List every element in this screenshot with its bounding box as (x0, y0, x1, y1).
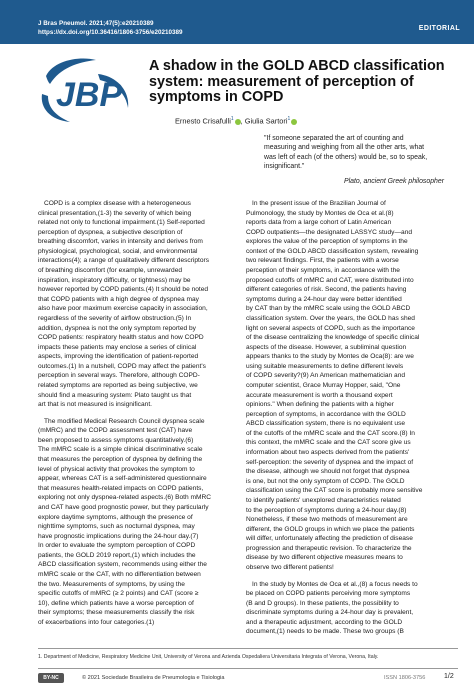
journal-header-bar (0, 0, 474, 44)
copyright-notice: © 2021 Sociedade Brasileira de Pneumologia e Tisiologia (82, 675, 225, 681)
body-text-line: their symptoms; these measurements classify the risk (38, 609, 195, 617)
body-text-line: the disease, although we should not forget that dyspnea (246, 468, 410, 476)
body-text-line: outcomes.(1) In a nutshell, COPD may affect the patient's (38, 362, 206, 370)
body-text-line: to the perception of symptoms during a 24-hour day.(8) (246, 506, 407, 514)
body-text-line: context of the GOLD ABCD classification system, revealing (246, 247, 419, 255)
author-separator: , (240, 116, 245, 126)
body-text-line: computer scientist, Grace Murray Hopper, said, "One (246, 381, 401, 389)
quote-attribution: Plato, ancient Greek philosopher (344, 178, 444, 185)
article-title (149, 59, 449, 106)
body-text-line: ABCD classification system, recommends using either the (38, 561, 207, 569)
body-text-line: level of physical activity that provokes the symptom to (38, 465, 195, 473)
body-text-line: breathing discomfort, varies in intensity and derives from (38, 238, 203, 246)
body-text-line: the two. Measurements of symptoms, by using the (38, 580, 185, 588)
body-text-line: regardless of the severity of airflow obstruction.(5) In (38, 314, 192, 322)
body-text-line: proposed cutoffs of mMRC and CAT, were distributed into (246, 276, 414, 284)
body-text-line: interactions(4); a range of qualitatively different descriptors (38, 257, 210, 265)
author-list (175, 116, 297, 125)
body-text-line: using suitable measurements to define different levels (246, 362, 404, 370)
quote-line: insignificant." (264, 162, 305, 170)
body-text-line: light on several aspects of COPD, such as the importance (246, 324, 415, 332)
body-text-line: The mMRC scale is a simple clinical discriminative scale (38, 446, 203, 454)
body-text-line: document,(1) needs to be made. These two groups (B (246, 628, 404, 636)
body-text-line: this context, the mMRC scale and the CAT score give us (246, 439, 411, 447)
affiliation-marker: 1 (287, 116, 291, 122)
body-text-line: specific cutoffs of mMRC (≥ 2 points) and CAT (score ≥ (38, 590, 199, 598)
body-text-line: progression and therapeutic revision. To characterize the (246, 544, 412, 552)
body-text-line: impacts these patients may enclose a series of clinical (38, 343, 197, 351)
doi-link[interactable]: https://dx.doi.org/10.36416/1806-3756/e20210389 (38, 28, 183, 36)
body-text-line: of exacerbations into four categories.(1) (38, 618, 155, 626)
body-text-line: clinical presentation,(1-3) the severity of which being (38, 209, 192, 217)
body-text-line: (B and D groups). In these patients, the possibility to (246, 599, 399, 607)
body-text-line: self-perception: the severity of dyspnea and the impact of (246, 458, 414, 466)
body-text-line: that measures health-related impacts on COPD patients, (38, 484, 204, 492)
orcid-icon[interactable] (291, 119, 297, 125)
logo-wordmark: JBP (56, 76, 123, 114)
body-text-line: exploring not only dyspnea-related aspects.(6) Both mMRC (38, 494, 211, 502)
body-text-line: to identify patients' unexplored characteristics related (246, 496, 401, 504)
body-text-line: been proposed to assess symptoms quantitatively.(6) (38, 436, 194, 444)
body-text-line: that measures the perception of dyspnea by defining the (38, 456, 203, 464)
body-text-line: of breathing discomfort (for example, unrewarded (38, 267, 183, 275)
body-text-line: should find a measuring system: Plato taught us that (38, 391, 192, 399)
author-name[interactable]: Giulia Sartori (244, 116, 288, 126)
body-text-line: have prognostic implications during the 24-hour day.(7) (38, 532, 199, 540)
body-text-line: In order to evaluate the symptom perception of COPD (38, 542, 196, 550)
body-text-line: different, the GOLD groups in which we place the patients (246, 525, 415, 533)
body-text-line: and a therapeutic adjustment, according to the GOLD (246, 618, 403, 626)
body-text-line: also have poor maximum exercise capacity in association, (38, 305, 208, 313)
body-text-line: that COPD patients with a high degree of dyspnea may (38, 295, 199, 303)
body-text-line: appears thanks to the study by Montes de Oca(8): are we (246, 353, 414, 361)
body-text-line: physiological, psychological, social, and environmental (38, 247, 198, 255)
body-text-line: will differ, unfortunately affecting the prediction of disease (246, 535, 413, 543)
body-text-line: patients, the GOLD 2019 report,(1) which includes the (38, 551, 196, 559)
citation (38, 20, 183, 37)
body-text-line: is one, but not the only symptom of COPD. The GOLD (246, 477, 405, 485)
body-text-line: opinions." When defining the patients with a higher (246, 401, 394, 409)
page-number: 1/2 (444, 673, 454, 680)
jbp-lungs-logo-icon (36, 54, 136, 126)
issn-label: ISSN 1806-3756 (384, 675, 426, 681)
body-text-line: In the present issue of the Brazilian Journal of (252, 200, 386, 207)
title-line: system: measurement of perception of (149, 73, 414, 90)
body-text-line: observe two different patients! (246, 563, 334, 571)
body-text-line: perception of dyspnea, a subjective description of (38, 228, 183, 236)
body-text-line: explores the value of the perception of symptoms in the (246, 238, 408, 246)
paragraph-gap (38, 410, 238, 417)
body-text-line: related not only to functional impairment.(1) Self-reported (38, 219, 205, 227)
body-text-line: information about two aspects derived from the patients' (246, 449, 410, 457)
body-text-line: COPD is a complex disease with a heterogeneous (44, 200, 191, 207)
body-text-line: appear, whereas CAT is a self-administered questionnaire (38, 475, 207, 483)
quote-line: measuring and weighing from all the other arts, what (264, 144, 425, 152)
body-text-line: aspects, improving the identification of patient-reported (38, 353, 199, 361)
body-column-left (38, 199, 238, 627)
cc-license-badge[interactable]: BY-NC (38, 673, 64, 683)
body-text-line: and CAT have good prognostic power, but they particularly (38, 503, 209, 511)
body-text-line: reports data from a large cohort of Latin American (246, 219, 392, 227)
body-text-line: disease by two different objective measures means to (246, 554, 403, 562)
body-text-line: of the cutoffs of the mMRC scale and the CAT score.(8) In (246, 429, 415, 437)
divider (38, 648, 458, 649)
body-text-line: In the study by Montes de Oca et al.,(8) a focus needs to (252, 580, 418, 588)
body-text-line: discriminate symptoms during a 24-hour day is prevalent, (246, 609, 414, 617)
body-text-line: symptoms during a 24-hour day were better identified (246, 295, 402, 303)
affiliation-marker: 1 (230, 116, 234, 122)
body-text-line: however reported by COPD patients.(4) It should be noted (38, 286, 209, 294)
title-line: A shadow in the GOLD ABCD classification (149, 58, 445, 74)
body-text-line: of COPD severity?(9) An American mathematician and (246, 372, 406, 380)
body-text-line: COPD patients: respiratory health status and how COPD (38, 334, 204, 342)
body-text-line: Nonetheless, if these two methods of measurement are (246, 516, 408, 524)
body-text-line: aspects of the disease. However, a subliminal question (246, 343, 407, 351)
body-text-line: by CAT than by the mMRC scale using the GOLD ABCD (246, 305, 411, 313)
quote-line: was left of each (of the others) would be, so to speak, (264, 153, 428, 161)
body-text-line: of the disease centralizing the knowledge of specific clinical (246, 334, 420, 342)
divider (38, 668, 458, 669)
body-text-line: classification system. Over the years, the GOLD has shed (246, 314, 415, 322)
body-text-line: The modified Medical Research Council dyspnea scale (44, 417, 205, 425)
body-text-line: 10), define which patients have a worse perception of (38, 599, 194, 607)
body-text-line: different categories of risk. Second, the patients having (246, 286, 407, 294)
body-text-line: two relevant findings. First, the patients with a worse (246, 257, 399, 265)
quote-line: "If someone separated the art of counting and (264, 135, 404, 142)
body-text-line: perception in several ways. Therefore, although COPD- (38, 372, 200, 380)
body-text-line: inspiration, inspiratory difficulty, or tightness) may be (38, 276, 191, 284)
author-name[interactable]: Ernesto Crisafulli (175, 116, 231, 126)
body-text-line: mMRC scale or the CAT, with no differentiation between (38, 570, 201, 578)
body-text-line: classification using the CAT score is probably more sensitive (246, 487, 423, 495)
affiliation-footnote: 1. Department of Medicine, Respiratory Medicine Unit, University of Verona and Azienda Ospedaliera Universitaria Integrata of Verona, Verona, Italy. (38, 654, 379, 660)
body-text-line: COPD outpatients—the designated LASSYC study—and (246, 228, 413, 236)
body-text-line: explore daytime symptoms, although the presence of (38, 513, 193, 521)
body-text-line: related symptoms are reported as being subjective, we (38, 381, 198, 389)
body-text-line: be placed on COPD patients perceiving more symptoms (246, 590, 411, 598)
body-text-line: perception of their symptoms, in accordance with the (246, 267, 400, 275)
section-label: EDITORIAL (418, 25, 460, 32)
body-text-line: accurate measurement is worth a thousand expert (246, 391, 393, 399)
body-column-right (246, 199, 446, 637)
body-text-line: ABCD classification system, there is no equivalent use (246, 420, 406, 428)
body-text-line: art that is not measured is insignificant. (38, 401, 152, 409)
body-text-line: addition, dyspnea is not the only symptom reported by (38, 324, 196, 332)
body-text-line: (mMRC) and the COPD assessment test (CAT) have (38, 427, 193, 435)
journal-reference: J Bras Pneumol. 2021;47(5):e20210389 (38, 20, 154, 27)
body-text-line: Pulmonology, the study by Montes de Oca et al.(8) (246, 209, 394, 217)
paragraph-gap (246, 573, 446, 580)
body-text-line: perception of symptoms, in accordance with the GOLD (246, 410, 406, 418)
body-text-line: nighttime symptoms, such as nocturnal dyspnea, may (38, 523, 195, 531)
title-line: symptoms in COPD (149, 89, 284, 106)
epigraph-quote (264, 134, 452, 171)
